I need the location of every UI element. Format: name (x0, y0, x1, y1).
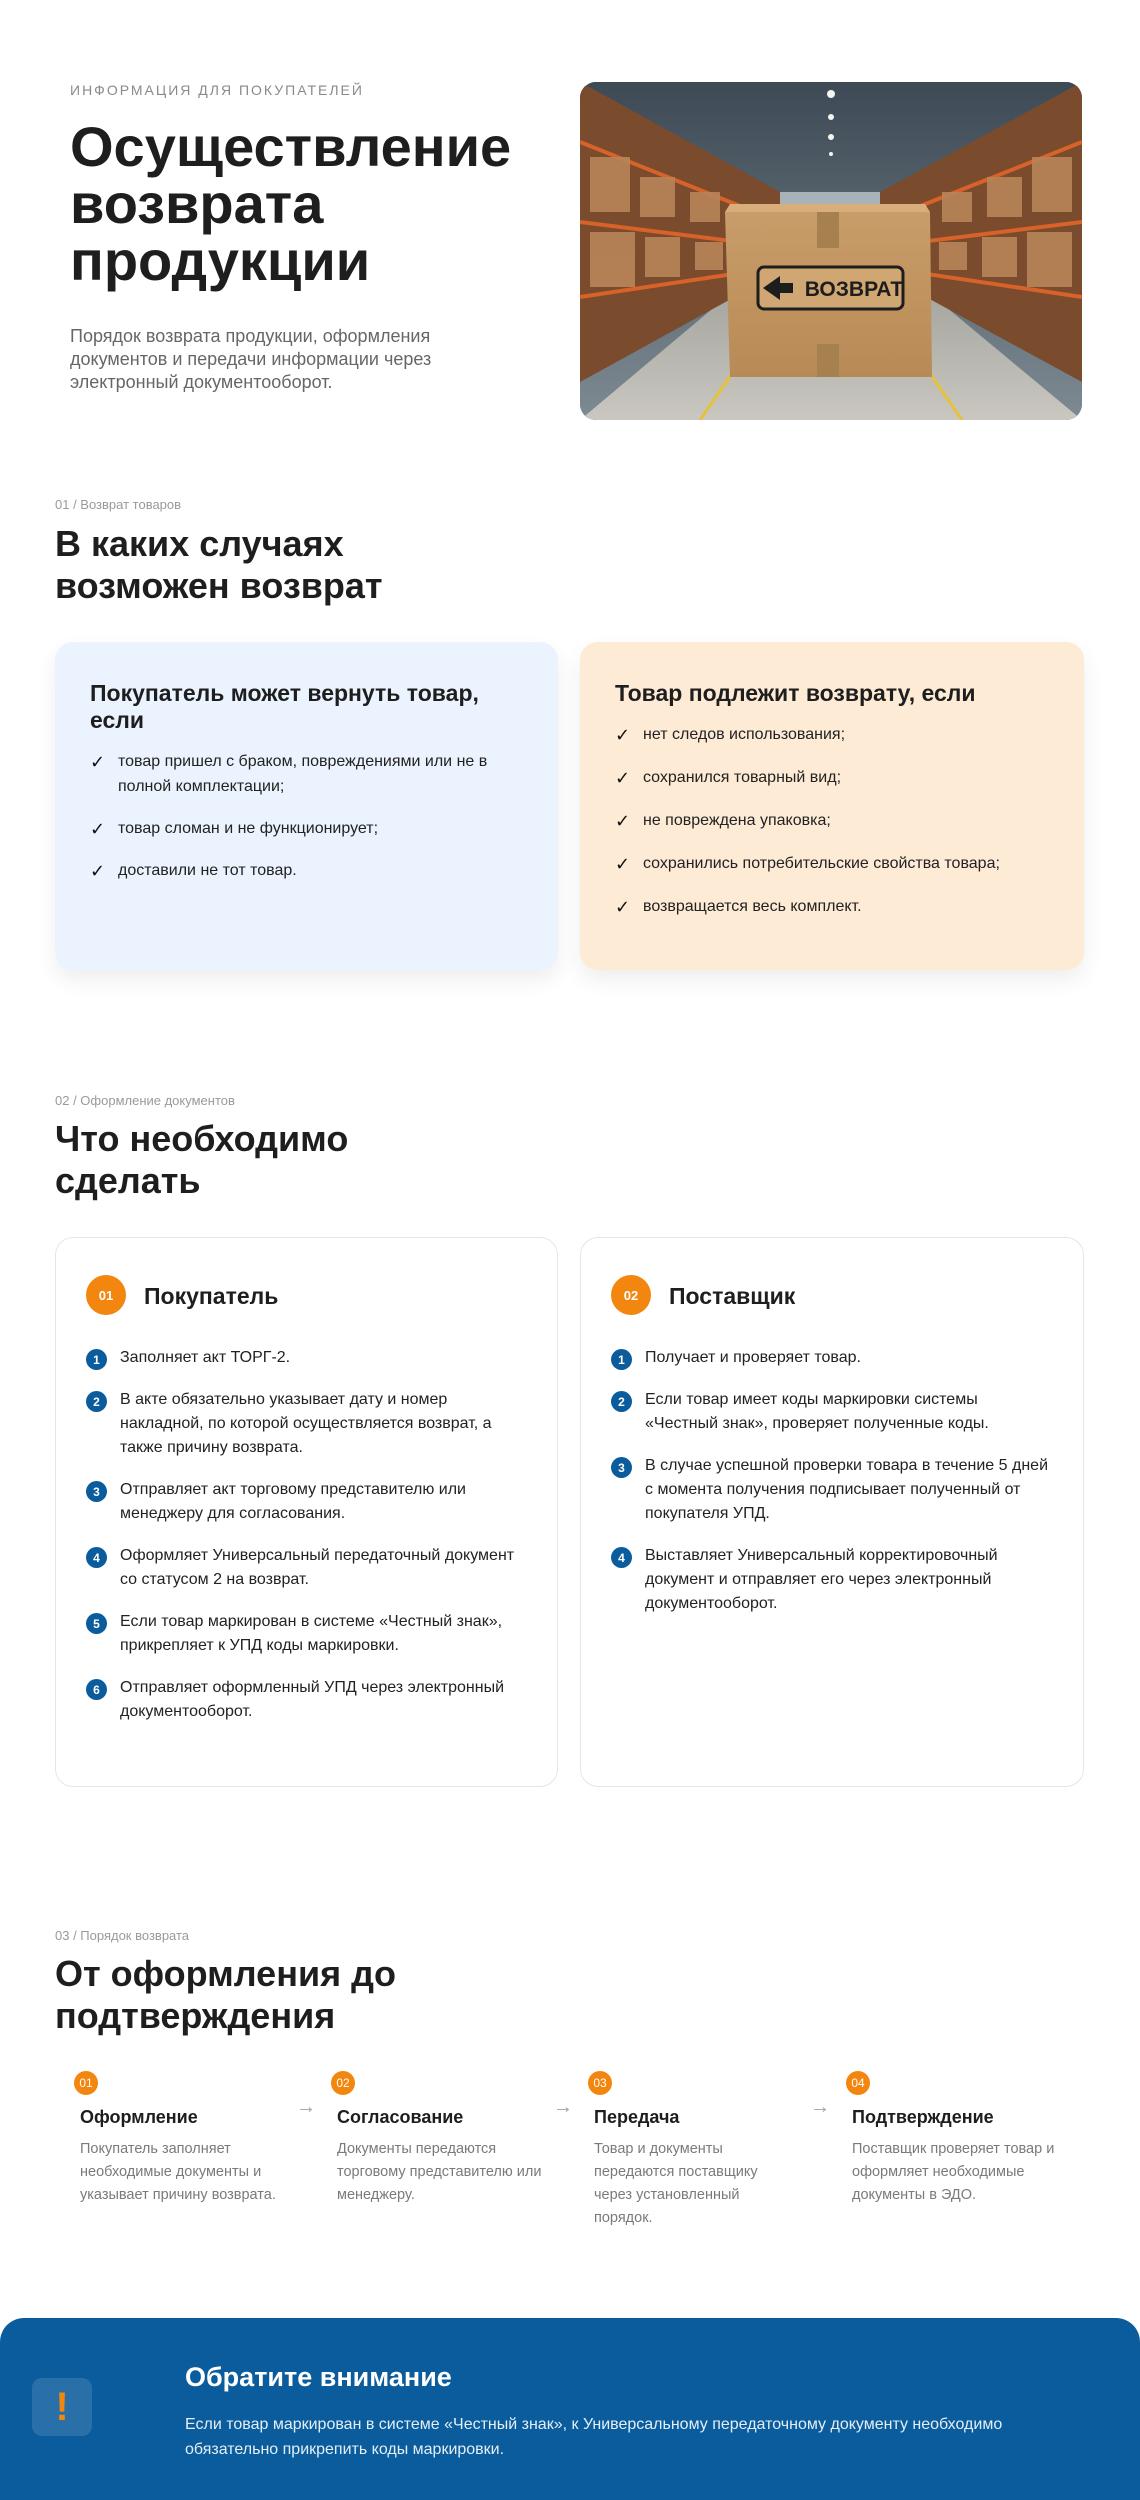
process-step-text: Покупатель заполняет необходимые документы и указывает причину возврата. (80, 2141, 276, 2203)
supplier-steps-list (611, 1346, 1051, 1616)
box-sign-text: ВОЗВРАТ (804, 278, 904, 301)
list-item: 3 Отправляет акт торговому представителю или менеджеру для согласования. (86, 1478, 526, 1526)
process-step-badge: 04 (846, 2071, 870, 2095)
step-number-badge: 5 (86, 1613, 107, 1634)
check-icon: ✓ (615, 768, 631, 788)
buyer-number-badge: 01 (86, 1275, 126, 1315)
list-item: 4 Оформляет Универсальный передаточный документ со статусом 2 на возврат. (86, 1544, 526, 1592)
step-number-badge: 2 (86, 1391, 107, 1412)
section1-title: В каких случаях возможен возврат (55, 523, 383, 606)
supplier-steps-card (580, 1237, 1084, 1787)
supplier-number-badge: 02 (611, 1275, 651, 1315)
section2-label: 02 / Оформление документов (55, 1093, 235, 1108)
process-step (80, 2071, 300, 2207)
step-number-badge: 1 (611, 1349, 632, 1370)
list-item: ✓ нет следов использования; (615, 722, 1055, 747)
check-icon: ✓ (615, 854, 631, 874)
process-step (337, 2071, 557, 2207)
return-conditions-card (580, 642, 1084, 970)
step-number-badge: 4 (611, 1547, 632, 1568)
process-step (852, 2071, 1072, 2207)
process-step-title: Подтверждение (852, 2107, 994, 2127)
return-conditions-title: Товар подлежит возврату, если (615, 680, 976, 706)
process-step-badge: 02 (331, 2071, 355, 2095)
hero-subtitle: Порядок возврата продукции, оформления документов и передачи информации через электронный документооборот. (70, 326, 432, 392)
check-icon: ✓ (90, 819, 106, 839)
hero-eyebrow: ИНФОРМАЦИЯ ДЛЯ ПОКУПАТЕЛЕЙ (70, 82, 364, 98)
buyer-steps-card (55, 1237, 558, 1787)
warehouse-illustration (580, 82, 1082, 420)
warehouse-image (580, 82, 1082, 420)
process-step-badge: 01 (74, 2071, 98, 2095)
check-icon: ✓ (615, 811, 631, 831)
list-item: 6 Отправляет оформленный УПД через электронный документооборот. (86, 1676, 526, 1724)
list-item: 3 В случае успешной проверки товара в течение 5 дней с момента получения подписывает полученный от покупателя УПД. (611, 1454, 1051, 1526)
list-item: 4 Выставляет Универсальный корректировочный документ и отправляет его через электронный документооборот. (611, 1544, 1051, 1616)
notice-title: Обратите внимание (185, 2362, 452, 2392)
supplier-title: Поставщик (669, 1283, 796, 1309)
arrow-right-icon: → (810, 2096, 830, 2118)
list-item: ✓ доставили не тот товар. (90, 858, 490, 883)
list-item: ✓ товар сломан и не функционирует; (90, 816, 490, 841)
buyer-title: Покупатель (144, 1283, 279, 1309)
step-number-badge: 3 (86, 1481, 107, 1502)
check-icon: ✓ (615, 725, 631, 745)
buyer-steps-list (86, 1346, 526, 1724)
buyer-can-return-card (55, 642, 558, 970)
step-number-badge: 4 (86, 1547, 107, 1568)
list-item: 1 Заполняет акт ТОРГ-2. (86, 1346, 526, 1370)
step-number-badge: 2 (611, 1391, 632, 1412)
check-icon: ✓ (615, 897, 631, 917)
process-step-title: Оформление (80, 2107, 198, 2127)
arrow-right-icon: → (296, 2096, 316, 2118)
list-item: ✓ сохранились потребительские свойства товара; (615, 851, 1055, 876)
list-item: 2 В акте обязательно указывает дату и номер накладной, по которой осуществляется возврат, а также причину возврата. (86, 1388, 526, 1460)
process-step-text: Документы передаются торговому представителю или менеджеру. (337, 2141, 542, 2203)
list-item: ✓ не повреждена упаковка; (615, 808, 1055, 833)
list-item: ✓ возвращается весь комплект. (615, 894, 1055, 919)
list-item: ✓ сохранился товарный вид; (615, 765, 1055, 790)
buyer-can-return-list (90, 749, 490, 883)
list-item: 2 Если товар имеет коды маркировки системы «Честный знак», проверяет полученные коды. (611, 1388, 1051, 1436)
return-conditions-list (615, 722, 1055, 919)
step-number-badge: 3 (611, 1457, 632, 1478)
process-step (594, 2071, 814, 2230)
process-step-title: Передача (594, 2107, 680, 2127)
check-icon: ✓ (90, 861, 106, 881)
buyer-can-return-title: Покупатель может вернуть товар, если (90, 680, 479, 733)
notice-banner (0, 2318, 1140, 2500)
section2-title: Что необходимо сделать (55, 1118, 349, 1201)
page-title: Осуществление возврата продукции (70, 115, 512, 292)
process-step-title: Согласование (337, 2107, 464, 2127)
list-item: 1 Получает и проверяет товар. (611, 1346, 1051, 1370)
hero-section (0, 0, 1140, 460)
step-number-badge: 6 (86, 1679, 107, 1700)
section3-title: От оформления до подтверждения (55, 1953, 396, 2036)
process-step-text: Поставщик проверяет товар и оформляет необходимые документы в ЭДО. (852, 2141, 1055, 2203)
arrow-right-icon: → (553, 2096, 573, 2118)
section1-label: 01 / Возврат товаров (55, 497, 182, 512)
check-icon: ✓ (90, 752, 106, 772)
step-number-badge: 1 (86, 1349, 107, 1370)
process-step-text: Товар и документы передаются поставщику через установленный порядок. (594, 2141, 758, 2226)
notice-text: Если товар маркирован в системе «Честный знак», к Универсальному передаточному документу необходимо обязательно прикрепить коды маркировки. (185, 2416, 1003, 2458)
process-step-badge: 03 (588, 2071, 612, 2095)
list-item: 5 Если товар маркирован в системе «Честный знак», прикрепляет к УПД коды маркировки. (86, 1610, 526, 1658)
section3-label: 03 / Порядок возврата (55, 1928, 190, 1943)
list-item: ✓ товар пришел с браком, повреждениями или не в полной комплектации; (90, 752, 488, 795)
exclamation-icon: ! (32, 2378, 92, 2436)
